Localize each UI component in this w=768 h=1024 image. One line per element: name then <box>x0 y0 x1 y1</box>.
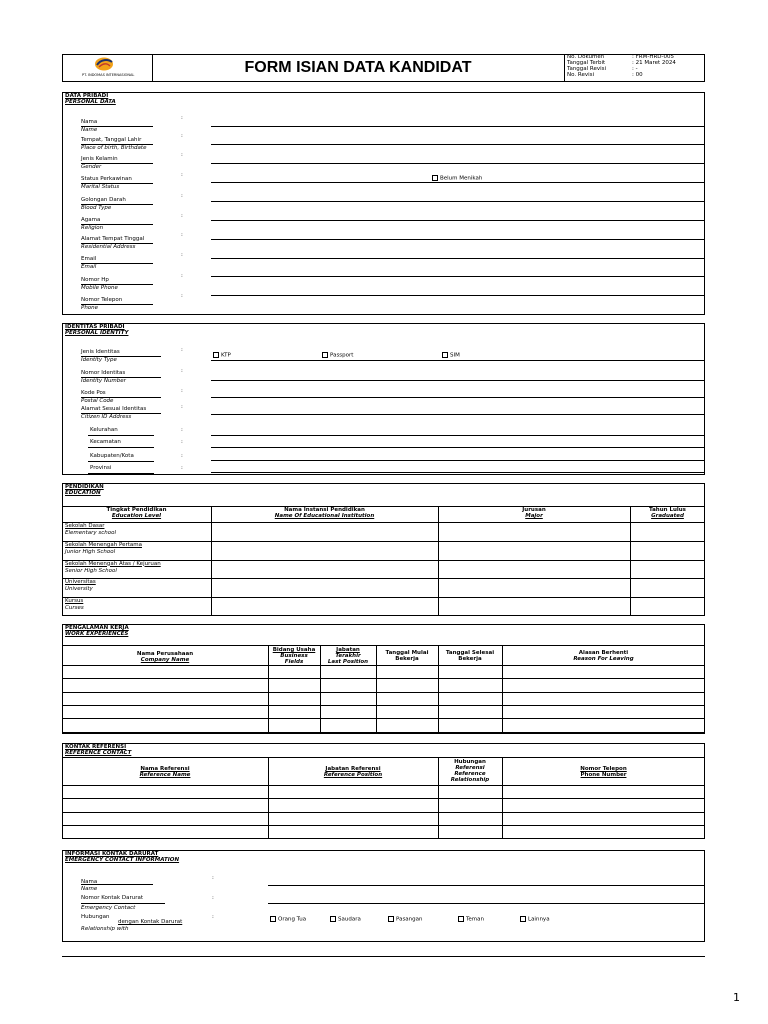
field-input-line[interactable] <box>211 126 705 127</box>
checkbox-icon <box>270 916 276 922</box>
field-label: Email <box>81 256 97 262</box>
work-header: Nama Perusahaan Company Name <box>136 651 194 663</box>
doc-label: No. Dokumen <box>567 54 605 60</box>
relationship-option-teman[interactable]: Teman <box>458 916 484 923</box>
relationship-option-pasangan[interactable]: Pasangan <box>388 916 423 923</box>
field-label-en: Citizen ID Address <box>81 414 132 420</box>
doc-value: : - <box>632 66 638 72</box>
header-divider <box>564 54 565 82</box>
work-header: Bidang Usaha Business Fields <box>272 647 316 665</box>
section-title: KONTAK REFERENSI <box>65 744 127 750</box>
checkbox-icon <box>442 352 448 358</box>
emergency-relationship-label: Hubungan <box>81 914 110 920</box>
label-underline <box>88 461 154 462</box>
id-option-sim[interactable]: SIM <box>442 352 460 359</box>
colon: : <box>181 172 183 178</box>
section-title: DATA PRIBADI <box>65 93 109 99</box>
doc-value: : 00 <box>632 72 643 78</box>
section-subtitle: PERSONAL DATA <box>65 99 116 105</box>
section-subtitle: PERSONAL IDENTITY <box>65 330 129 336</box>
field-label: Alamat Sesuai Identitas <box>81 406 147 412</box>
field-label: Alamat Tempat Tinggal <box>81 236 145 242</box>
field-label-en: Blood Type <box>81 205 112 211</box>
field-input-line[interactable] <box>211 360 705 361</box>
work-header: Jabatan Terakhir Last Position <box>327 647 369 665</box>
sub-field-label: Kecamatan <box>90 439 121 445</box>
work-header: Tanggal Selesai Bekerja <box>445 650 495 662</box>
colon: : <box>181 293 183 299</box>
emergency-contact-label: Nomor Kontak Darurat <box>81 895 143 901</box>
colon: : <box>181 115 183 121</box>
field-input-line[interactable] <box>211 460 705 461</box>
field-input-line[interactable] <box>211 258 705 259</box>
education-level: Sekolah Menengah Pertama <box>65 541 142 548</box>
company-logo <box>92 56 116 72</box>
doc-label: Tanggal Revisi <box>567 66 607 72</box>
field-input-line[interactable] <box>211 220 705 221</box>
field-label: Nomor Identitas <box>81 370 126 376</box>
id-option-ktp[interactable]: KTP <box>213 352 231 359</box>
field-input-line[interactable] <box>211 163 705 164</box>
education-level: Universitas <box>65 579 96 586</box>
table-row-divider <box>62 578 705 579</box>
company-name: PT. INDOMAS INTERNASIONAL <box>82 73 135 77</box>
field-label-en: Marital Status <box>81 184 120 190</box>
colon: : <box>181 152 183 158</box>
table-row[interactable] <box>62 812 705 813</box>
field-input-line[interactable] <box>211 380 705 381</box>
sub-field-label: Provinsi <box>90 465 112 471</box>
checkbox-icon <box>388 916 394 922</box>
section-subtitle: EMERGENCY CONTACT INFORMATION <box>65 857 180 863</box>
field-input-line[interactable] <box>211 397 705 398</box>
field-label: Jenis Kelamin <box>81 156 118 162</box>
field-input-line[interactable] <box>211 447 705 448</box>
field-input-line[interactable] <box>211 144 705 145</box>
footer-rule <box>62 956 705 957</box>
colon: : <box>181 193 183 199</box>
checkbox-icon <box>322 352 328 358</box>
table-row[interactable] <box>62 825 705 826</box>
checkbox-icon <box>432 175 438 181</box>
education-level: Kursus <box>65 598 84 605</box>
education-level: Sekolah Dasar <box>65 523 105 529</box>
education-section <box>62 483 705 616</box>
table-row[interactable] <box>62 692 705 693</box>
field-label-en: Identity Type <box>81 357 117 363</box>
relationship-option-orang-tua[interactable]: Orang Tua <box>270 916 306 923</box>
colon: : <box>181 347 183 353</box>
colon: : <box>181 388 183 394</box>
field-label: Nama <box>81 119 98 125</box>
field-input-line[interactable] <box>211 239 705 240</box>
field-label-en: Place of birth, Birthdate <box>81 145 147 151</box>
sub-field-label: Kabupaten/Kota <box>90 453 134 459</box>
field-label: Tempat, Tanggal Lahir <box>81 137 142 143</box>
emergency-relationship-label-2: dengan Kontak Darurat <box>118 919 183 925</box>
colon: : <box>181 453 183 459</box>
page-title: FORM ISIAN DATA KANDIDAT <box>244 59 472 76</box>
reference-header: Nomor Telepon Phone Number <box>580 766 627 778</box>
section-title: PENDIDIKAN <box>65 484 104 490</box>
page-number: 1 <box>733 991 740 1004</box>
colon: : <box>212 875 214 881</box>
field-label: Status Perkawinan <box>81 176 132 182</box>
education-level-en: Curses <box>65 605 84 612</box>
table-row[interactable] <box>62 798 705 799</box>
colon: : <box>181 213 183 219</box>
education-header: Tahun Lulus Graduated <box>649 507 686 519</box>
colon: : <box>181 232 183 238</box>
section-title: PENGALAMAN KERJA <box>65 625 129 631</box>
emergency-contact-label-en: Emergency Contact <box>81 905 136 911</box>
field-label-en: Religion <box>81 225 104 231</box>
field-input-line[interactable] <box>211 295 705 296</box>
emergency-contact-input-line[interactable] <box>268 903 705 904</box>
id-option-passport[interactable]: Passport <box>322 352 353 359</box>
field-label-en: Phone <box>81 305 99 311</box>
field-label: Kode Pos <box>81 390 106 396</box>
emergency-relationship-label-en: Relationship with <box>81 926 129 932</box>
section-title: IDENTITAS PRIBADI <box>65 324 125 330</box>
emergency-name-label-en: Name <box>81 886 98 892</box>
checkbox-icon <box>213 352 219 358</box>
field-input-line[interactable] <box>211 435 705 436</box>
table-row[interactable] <box>62 678 705 679</box>
education-header: Jurusan Major <box>522 507 546 519</box>
checkbox-icon <box>330 916 336 922</box>
education-header: Tingkat Pendidikan Education Level <box>106 507 167 519</box>
relationship-option-saudara[interactable]: Saudara <box>330 916 361 923</box>
field-label-en: Mobile Phone <box>81 285 118 291</box>
marital-option-belum-menikah[interactable]: Belum Menikah <box>432 175 482 182</box>
field-input-line[interactable] <box>211 201 705 202</box>
section-subtitle: WORK EXPERIENCES <box>65 631 129 637</box>
field-label-en: Email <box>81 264 97 270</box>
sub-field-label: Kelurahan <box>90 427 118 433</box>
field-label-en: Identity Number <box>81 378 126 384</box>
table-row-divider <box>62 541 705 542</box>
field-label: Nomor Telepon <box>81 297 123 303</box>
checkbox-icon <box>458 916 464 922</box>
identity-section <box>62 323 705 475</box>
field-label: Nomor Hp <box>81 277 109 283</box>
field-input-line[interactable] <box>211 182 705 183</box>
emergency-name-label: Nama <box>81 879 98 885</box>
field-label-en: Residential Address <box>81 244 136 250</box>
reference-header: Hubungan Referensi Reference Relationship <box>450 759 490 783</box>
checkbox-icon <box>520 916 526 922</box>
field-label-en: Name <box>81 127 98 133</box>
colon: : <box>181 252 183 258</box>
doc-value: : FRM-HRD-005 <box>632 54 674 60</box>
education-level-en: Junior High School <box>65 548 116 555</box>
work-header: Tanggal Mulai Bekerja <box>385 650 429 662</box>
education-level-en: University <box>65 586 93 593</box>
colon: : <box>181 439 183 445</box>
section-subtitle: EDUCATION <box>65 490 101 496</box>
education-header: Nama Instansi Pendidikan Name Of Educational Institution <box>274 507 375 519</box>
reference-header: Nama Referensi Reference Name <box>139 766 191 778</box>
field-label: Jenis Identitas <box>81 349 120 355</box>
relationship-option-lainnya[interactable]: Lainnya <box>520 916 550 923</box>
colon: : <box>181 273 183 279</box>
colon: : <box>181 427 183 433</box>
label-underline <box>88 473 154 474</box>
education-level-en: Elementary school <box>65 530 117 536</box>
field-label-en: Postal Code <box>81 398 114 404</box>
doc-value: : 21 Maret 2024 <box>632 60 676 66</box>
table-row[interactable] <box>62 718 705 719</box>
table-row-divider <box>62 597 705 598</box>
work-header: Alasan Berhenti Reason For Leaving <box>573 650 634 662</box>
colon: : <box>181 133 183 139</box>
field-input-line[interactable] <box>211 472 705 473</box>
field-label-en: Gender <box>81 164 102 170</box>
label-underline <box>88 435 154 436</box>
table-row[interactable] <box>62 705 705 706</box>
emergency-name-input-line[interactable] <box>268 885 705 886</box>
table-row[interactable] <box>62 732 705 733</box>
colon: : <box>181 465 183 471</box>
colon: : <box>212 895 214 901</box>
education-level: Sekolah Menengah Atas / Kejuruan <box>65 560 161 567</box>
field-input-line[interactable] <box>211 414 705 415</box>
colon: : <box>181 368 183 374</box>
field-label: Agama <box>81 217 101 223</box>
field-input-line[interactable] <box>211 276 705 277</box>
emergency-section <box>62 850 705 942</box>
doc-label: Tanggal Terbit <box>567 60 606 66</box>
reference-header: Jabatan Referensi Reference Position <box>323 766 383 778</box>
section-subtitle: REFERENCE CONTACT <box>65 750 132 756</box>
section-title: INFORMASI KONTAK DARURAT <box>65 851 159 857</box>
label-underline <box>88 447 154 448</box>
colon: : <box>212 914 214 920</box>
field-label: Golongan Darah <box>81 197 126 203</box>
doc-label: No. Revisi <box>567 72 595 78</box>
colon: : <box>181 404 183 410</box>
education-level-en: Senior High School <box>65 567 117 574</box>
